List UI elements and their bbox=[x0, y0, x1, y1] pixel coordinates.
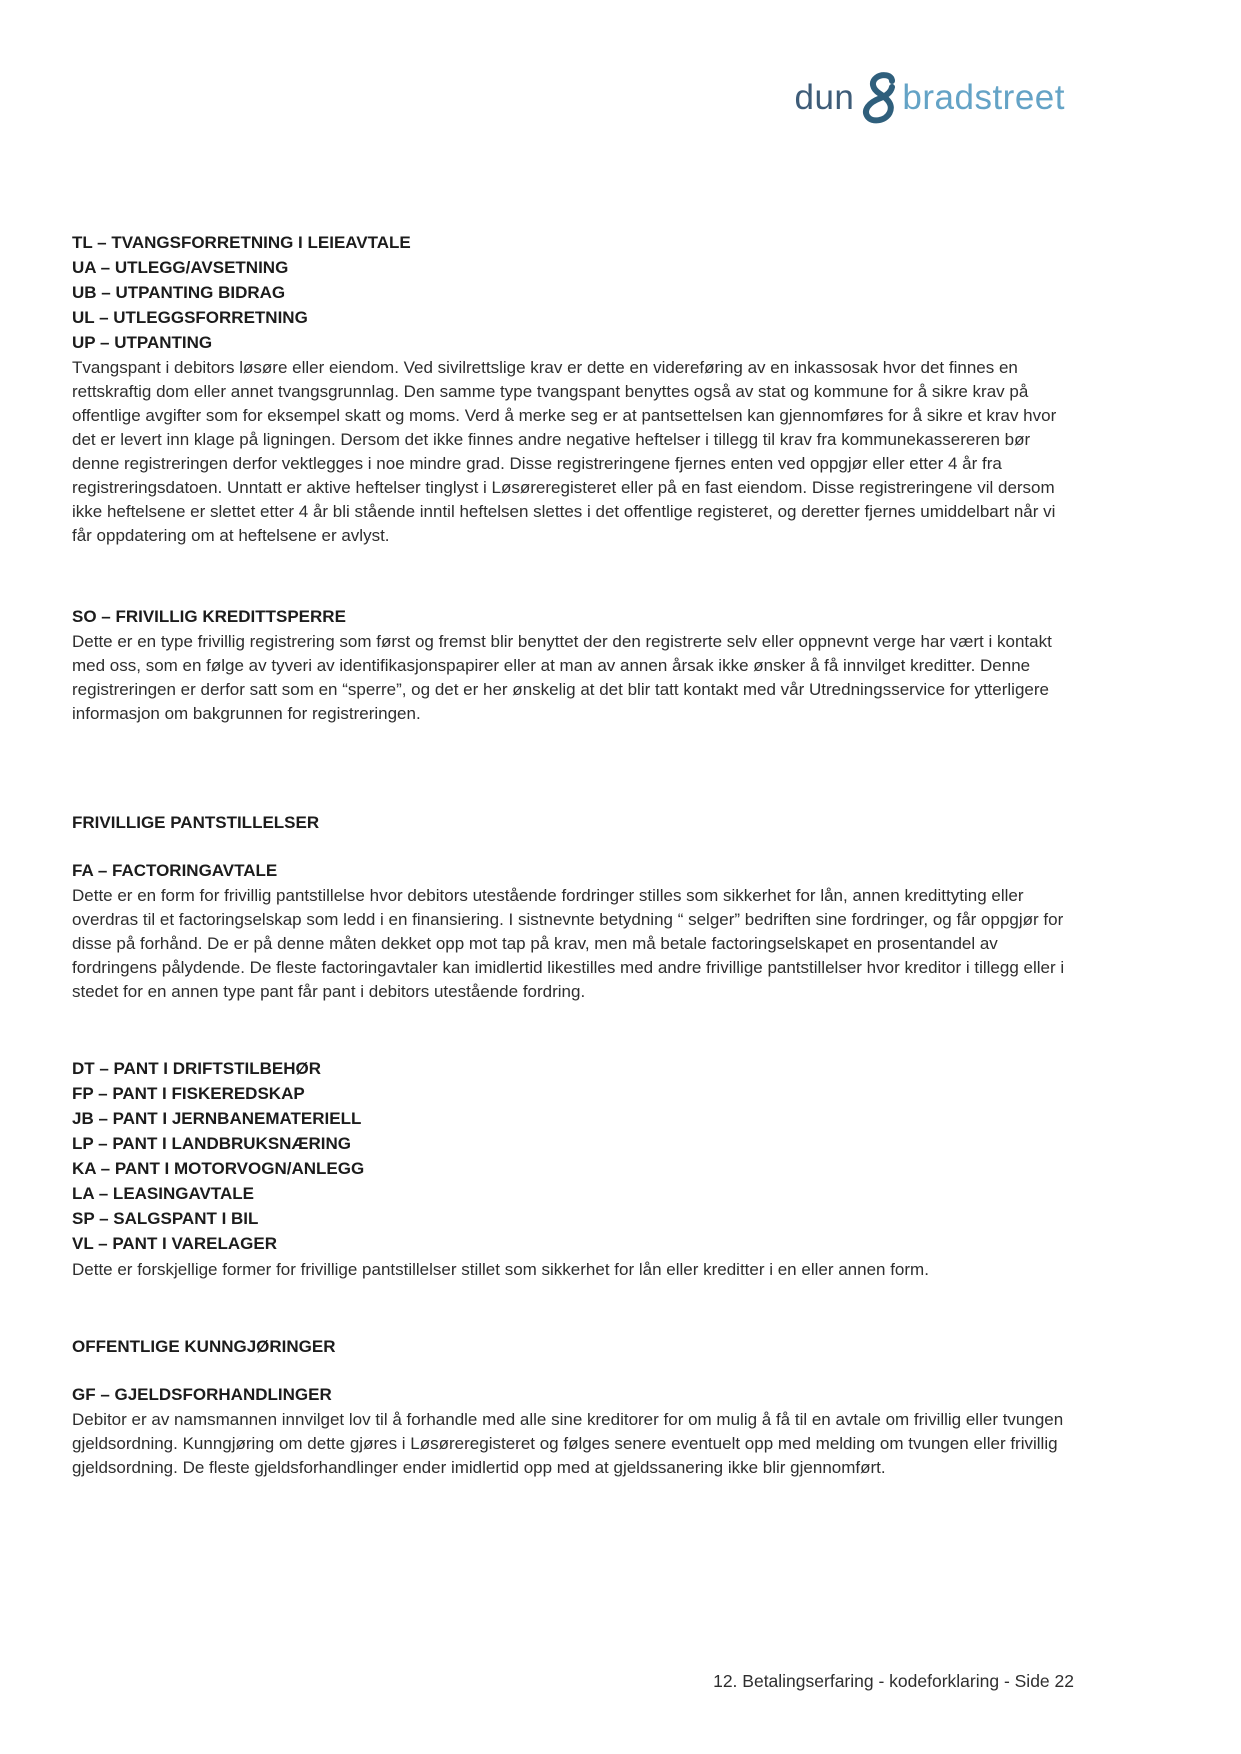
logo-text-dun: dun bbox=[794, 78, 855, 117]
section-heading-frivillige: FRIVILLIGE PANTSTILLELSER bbox=[72, 813, 320, 832]
code-list-item: DT – PANT I DRIFTSTILBEHØR bbox=[72, 1059, 322, 1078]
section-so bbox=[72, 604, 1074, 726]
section-heading-fa: FA – FACTORINGAVTALE bbox=[72, 861, 278, 880]
section-fa bbox=[72, 858, 1074, 1004]
code-list-item: VL – PANT I VARELAGER bbox=[72, 1234, 277, 1253]
section-heading-offentlige: OFFENTLIGE KUNNGJØRINGER bbox=[72, 1337, 336, 1356]
section-offentlige bbox=[72, 1334, 1074, 1359]
code-list-item: JB – PANT I JERNBANEMATERIELL bbox=[72, 1109, 362, 1128]
section-paragraph: Debitor er av namsmannen innvilget lov til å forhandle med alle sine kreditorer for om mulig å få til en avtale om frivillig eller tvungen gjeldsordning. Kunngjøring om dette gjøres i Løsøreregisteret og følges senere eventuelt opp med melding om tvungen eller frivillig gjeldsordning. De fleste gjeldsforhandlinger ender imidlertid opp med at gjeldssanering ikke blir gjennomført. bbox=[72, 1410, 1064, 1477]
section-gf bbox=[72, 1382, 1074, 1480]
section-paragraph: Dette er en form for frivillig pantstillelse hvor debitors utestående fordringer stilles som sikkerhet for lån, annen kredittyting eller overdras til et factoringselskap som ledd i en finansiering. I sistnevnte betydning “ selger” bedriften sine fordringer, og får oppgjør for disse på forhånd. De er på denne måten dekket opp mot tap på krav, men må betale factoringselskapet en prosentandel av fordringens pålydende. De fleste factoringavtaler kan imidlertid likestilles med andre frivillige pantstillelser hvor kreditor i tillegg eller i stedet for en annen type pant får pant i debitors utestående fordring. bbox=[72, 886, 1065, 1001]
footer-page-label: 12. Betalingserfaring - kodeforklaring - Side 22 bbox=[713, 1671, 1074, 1691]
code-list-item: UL – UTLEGGSFORRETNING bbox=[72, 308, 308, 327]
paragraph-utpanting bbox=[72, 356, 1074, 548]
code-list-pant bbox=[72, 1056, 1074, 1256]
logo-text-bradstreet: bradstreet bbox=[902, 78, 1065, 117]
code-list-tvang bbox=[72, 230, 1074, 355]
code-list-item: UA – UTLEGG/AVSETNING bbox=[72, 258, 289, 277]
code-list-item: TL – TVANGSFORRETNING I LEIEAVTALE bbox=[72, 233, 411, 252]
section-paragraph: Dette er en type frivillig registrering som først og fremst blir benyttet der den registrerte selv eller oppnevnt verge har vært i kontakt med oss, som en følge av tyveri av identifikasjonspapirer eller at man av annen årsak ikke ønsker å få innvilget kreditter. Denne registreringen er derfor satt som en “sperre”, og det er her ønskelig at det blir tatt kontakt med vår Utredningsservice for ytterligere informasjon om bakgrunnen for registreringen. bbox=[72, 632, 1052, 723]
section-paragraph: Dette er forskjellige former for frivillige pantstillelser stillet som sikkerhet for lån eller kreditter i en eller annen form. bbox=[72, 1260, 929, 1279]
code-list-item: SP – SALGSPANT I BIL bbox=[72, 1209, 259, 1228]
code-list-item: FP – PANT I FISKEREDSKAP bbox=[72, 1084, 305, 1103]
code-list-item: LP – PANT I LANDBRUKSNÆRING bbox=[72, 1134, 351, 1153]
section-frivillige bbox=[72, 810, 1074, 835]
code-list-item: UB – UTPANTING BIDRAG bbox=[72, 283, 286, 302]
section-heading-so: SO – FRIVILLIG KREDITTSPERRE bbox=[72, 607, 346, 626]
dnb-logo bbox=[795, 72, 1066, 124]
paragraph-pant-summary bbox=[72, 1258, 1074, 1282]
code-list-item: LA – LEASINGAVTALE bbox=[72, 1184, 254, 1203]
section-heading-gf: GF – GJELDSFORHANDLINGER bbox=[72, 1385, 332, 1404]
logo-ampersand-icon bbox=[858, 72, 900, 124]
code-list-item: KA – PANT I MOTORVOGN/ANLEGG bbox=[72, 1159, 365, 1178]
code-list-item: UP – UTPANTING bbox=[72, 333, 213, 352]
section-paragraph: Tvangspant i debitors løsøre eller eiendom. Ved sivilrettslige krav er dette en videreføring av en inkassosak hvor det finnes en rettskraftig dom eller annet tvangsgrunnlag. Den samme type tvangspant benyttes også av stat og kommune for å sikre krav på offentlige avgifter som for eksempel skatt og moms. Verd å merke seg er at pantsettelsen kan gjennomføres for å sikre et krav hvor det er levert inn klage på ligningen. Dersom det ikke finnes andre negative heftelser i tillegg til krav fra kommunekassereren bør denne registreringen derfor vektlegges i noe mindre grad. Disse registreringene fjernes enten ved oppgjør eller etter 4 år fra registreringsdatoen. Unntatt er aktive heftelser tinglyst i Løsøreregisteret eller på en fast eiendom. Disse registreringene vil dersom ikke heftelsene er slettet etter 4 år bli stående inntil heftelsen slettes i det offentlige registeret, og deretter fjernes umiddelbart når vi får oppdatering om at heftelsene er avlyst. bbox=[72, 358, 1057, 545]
